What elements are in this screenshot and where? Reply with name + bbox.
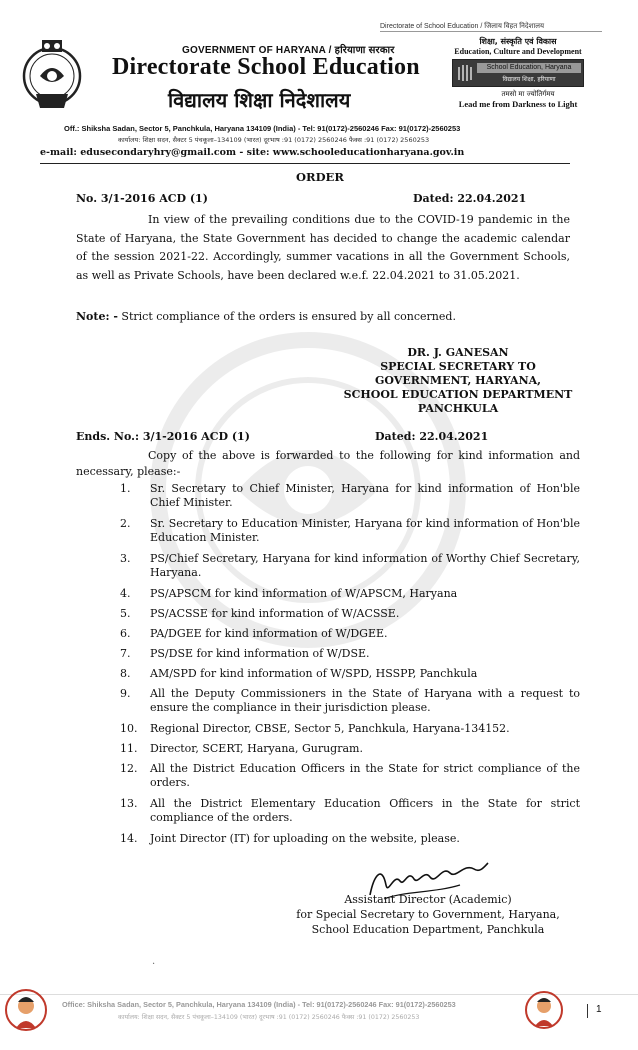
signatory-block [318,346,598,416]
stray-mark: . [152,956,156,967]
order-body: In view of the prevailing conditions due to the COVID-19 pandemic in the State of Haryana, the State Government has decided to change the academic calendar of the session 2021-22. Accordingly, summer vacations in all the Government Schools, as well as Private Schools, have been declared w.e.f. 22.04.2021 to 31.05.2021. [76,213,570,282]
logo-motto-hindi: तमसो मा ज्योतिर्गमय [501,90,555,98]
office-address: Off.: Shiksha Sadan, Sector 5, Panchkula, Haryana 134109 (India) - Tel: 91(0172)-2560246 Fax: 91(0172)-2560253 [64,124,461,133]
list-item-text: PS/APSCM for kind information of W/APSCM, Haryana [150,587,458,600]
list-item-number: 9. [120,687,131,700]
government-label: GOVERNMENT OF HARYANA / हरियाणा सरकार [182,45,395,56]
list-item-text: Joint Director (IT) for uploading on the website, please. [150,832,460,845]
list-item-text: AM/SPD for kind information of W/SPD, HSSPP, Panchkula [150,667,478,680]
list-item-number: 6. [120,627,131,640]
haryana-emblem-icon [20,38,84,114]
logo-banner [452,59,584,87]
signatory-government: GOVERNMENT, HARYANA, [375,374,541,387]
list-item-text: Regional Director, CBSE, Sector 5, Panchkula, Haryana-134152. [150,722,510,735]
logo-hindi-tagline: शिक्षा, संस्कृति एवं विकास [479,37,557,46]
list-item-number: 2. [120,517,131,530]
directorate-title: Directorate School Education [112,54,420,80]
list-item-text: All the Deputy Commissioners in the State of Haryana with a request to ensure the compliance in their jurisdiction please. [150,687,580,714]
logo-motto-english: Lead me from Darkness to Light [458,99,578,109]
page-number: 1 [596,1004,602,1015]
note-text: Strict compliance of the orders is ensured by all concerned. [117,310,456,323]
list-item-number: 7. [120,647,131,660]
list-item-text: PA/DGEE for kind information of W/DGEE. [150,627,388,640]
logo-banner-english: School Education, Haryana [477,63,581,73]
signatory-place: PANCHKULA [417,402,499,415]
list-item-text: PS/DSE for kind information of W/DSE. [150,647,370,660]
school-education-logo [452,36,584,109]
signatory-name: DR. J. GANESAN [407,346,509,359]
list-item-number: 11. [120,742,138,755]
school-education-logo-icon [456,63,474,83]
endorsement-date: Dated: 22.04.2021 [375,430,489,443]
list-item-number: 14. [120,832,138,845]
signoff-block [286,892,570,937]
order-date: Dated: 22.04.2021 [413,192,527,205]
list-item-text: Sr. Secretary to Chief Minister, Haryana for kind information of Hon'ble Chief Minister. [150,482,580,509]
list-item-text: PS/ACSSE for kind information of W/ACSSE. [150,607,400,620]
footer-address: Office: Shiksha Sadan, Sector 5, Panchkula, Haryana 134109 (India) - Tel: 91(0172)-2560246 Fax: 91(0172)-2560253 [62,1000,456,1009]
list-item-number: 8. [120,667,131,680]
list-item-text: Director, SCERT, Haryana, Gurugram. [150,742,363,755]
header-divider [40,163,570,164]
contact-line: e-mail: edusecondaryhry@gmail.com - site: www.schooleducationharyana.gov.in [40,147,465,158]
list-item-number: 3. [120,552,131,565]
footer-separator [587,1004,588,1018]
order-title: ORDER [296,170,344,184]
signatory-department: SCHOOL EDUCATION DEPARTMENT [343,388,573,401]
list-item-text: PS/Chief Secretary, Haryana for kind information of Worthy Chief Secretary, Haryana. [150,552,580,579]
list-item-text: Sr. Secretary to Education Minister, Haryana for kind information of Hon'ble Education Minister. [150,517,580,544]
top-small-header: Directorate of School Education / जिलाय विहत निदेशालय [380,23,545,30]
list-item-number: 13. [120,797,138,810]
footer-address-hindi: कार्यालय: शिक्षा सदन, सैक्टर 5 पंचकूला–134109 (भारत) दूरभाष :91 (0172) 2560246 फैक्स :91 (0172) 2560253 [118,1014,420,1021]
mascot-logo-icon [4,988,48,1032]
endorsement-intro: Copy of the above is forwarded to the following for kind information and necessary, please:- [76,449,580,478]
note-label: Note: - [76,310,118,323]
order-reference: No. 3/1-2016 ACD (1) [76,192,208,205]
endorsement-reference: Ends. No.: 3/1-2016 ACD (1) [76,430,250,443]
mascot-logo-icon [524,990,564,1030]
order-note [76,310,570,323]
directorate-title-hindi: विद्यालय शिक्षा निदेशालय [168,88,351,112]
list-item-number: 1. [120,482,131,495]
list-item-number: 12. [120,762,138,775]
signatory-designation: SPECIAL SECRETARY TO [380,360,536,373]
logo-english-tagline: Education, Culture and Development [454,47,582,56]
top-divider [380,31,602,32]
list-item-number: 10. [120,722,138,735]
logo-banner-hindi: विद्यालय शिक्षा, हरियाणा [502,76,556,83]
list-item-text: All the District Elementary Education Officers in the State for strict compliance of the orders. [150,797,580,824]
signoff-department: School Education Department, Panchkula [311,923,545,936]
list-item-number: 4. [120,587,131,600]
office-address-hindi: कार्यालय: शिक्षा सदन, सैक्टर 5 पंचकूला–134109 (भारत) दूरभाष :91 (0172) 2560246 फैक्स :91 (0172) 2560253 [118,136,430,144]
signoff-on-behalf: for Special Secretary to Government, Haryana, [296,908,560,921]
signoff-designation: Assistant Director (Academic) [344,893,512,906]
list-item-number: 5. [120,607,131,620]
list-item-text: All the District Education Officers in the State for strict compliance of the orders. [150,762,580,789]
